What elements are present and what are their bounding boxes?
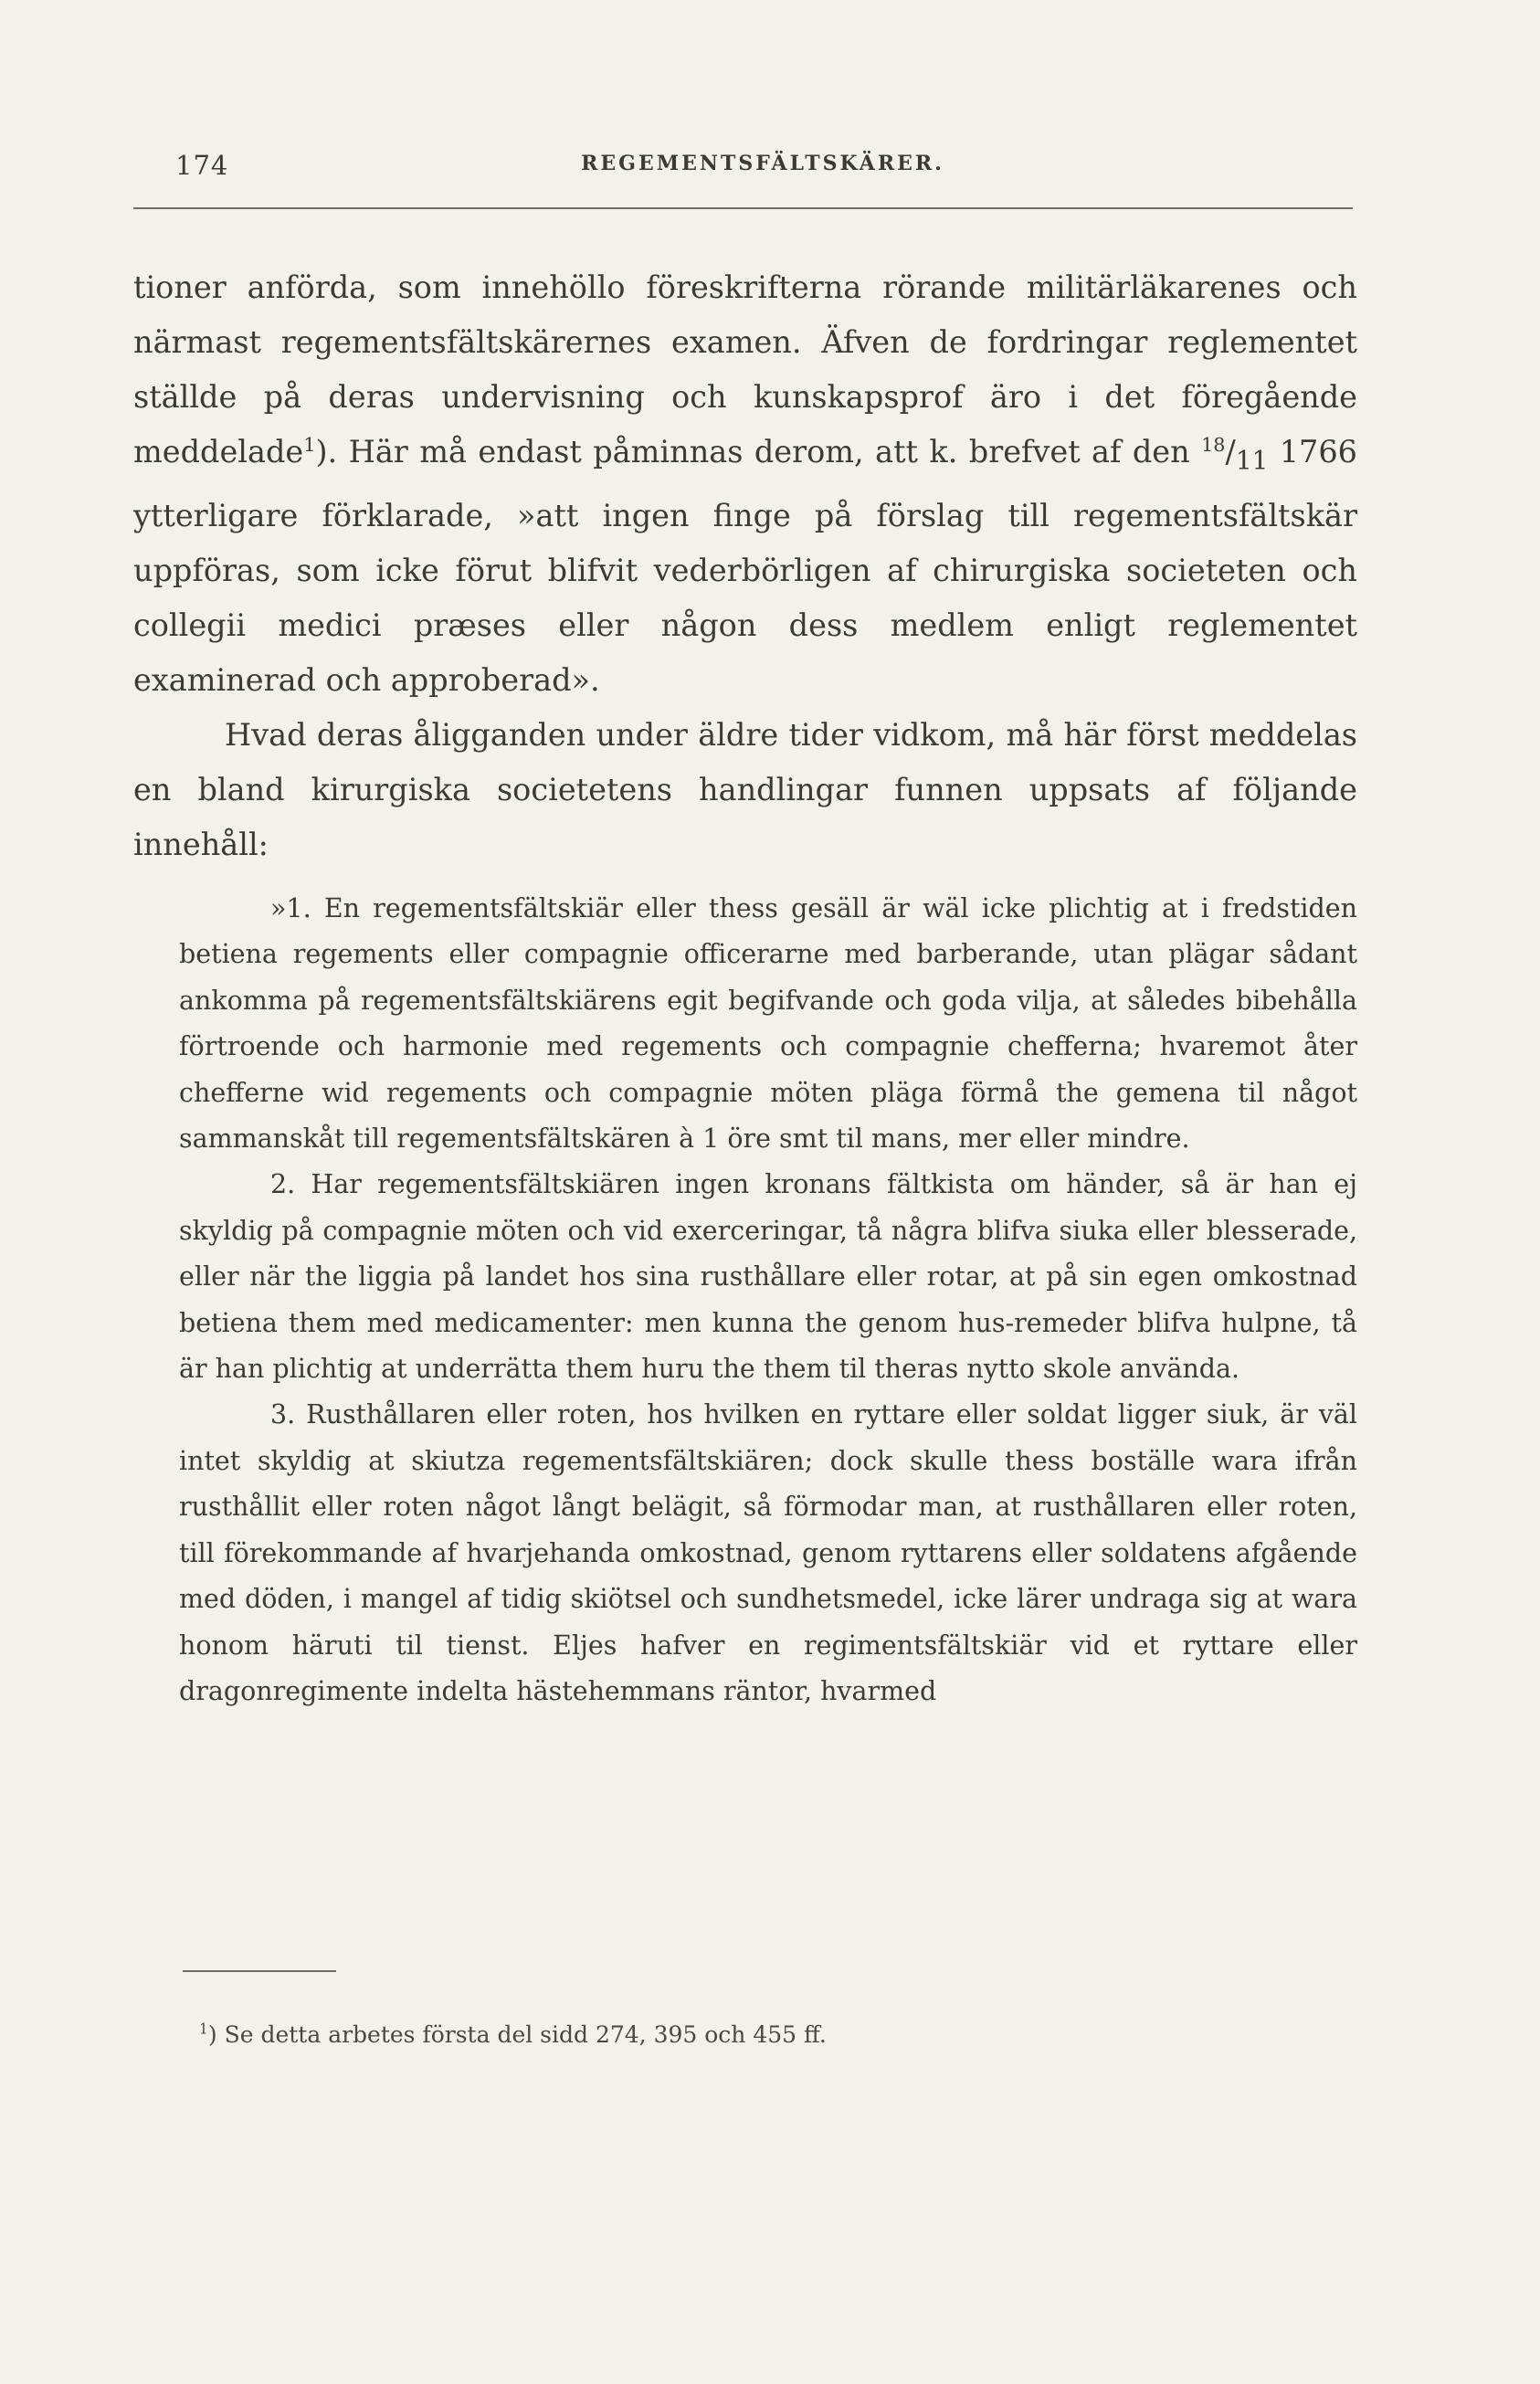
footnote-marker: 1 <box>199 2020 208 2038</box>
quote-item-3: 3. Rusthållaren eller roten, hos hvilken en ryttare eller soldat ligger siuk, är väl intet skyldig at skiutza regementsfältskiären; dock skulle thess boställe wara ifrån rusthållit eller roten något långt belägit, så förmodar man, at rusthållaren eller roten, till förekommande af hvarjehanda omkostnad, genom ryttarens eller soldatens afgående med döden, i mangel af tidig skiötsel och sundhetsmedel, icke lärer undraga sig at wara honom häruti til tienst. Eljes hafver en regimentsfältskiär vid et ryttare eller dragonregimente indelta hästehemmans räntor, hvarmed <box>179 1399 1357 1706</box>
paragraph-1-text-c: 1766 ytterligare förklarade, »att ingen finge på förslag till regementsfältskär uppföras, som icke förut blifvit vederbörligen af chirurgiska societeten och collegii medici præses eller någon dess medlem enligt reglementet examinerad och approberad». <box>133 434 1357 698</box>
quote-item-1: »1. En regementsfältskiär eller thess gesäll är wäl icke plichtig at i fredstiden betiena regements eller compagnie officerarne med barberande, utan plägar sådant ankomma på regementsfältskiärens egit begifvande och goda vilja, at således bibehålla förtroende och harmonie med regements och compagnie chefferna; hvaremot åter chefferne wid regements och compagnie möten pläga förmå the gemena til något sammanskåt till regementsfältskären à 1 öre smt til mans, mer eller mindre. <box>179 893 1357 1155</box>
quoted-document <box>179 886 1357 1714</box>
paragraph-1: tioner anförda, som innehöllo föreskrifterna rörande militärläkarenes och närmast regementsfältskärernes examen. Äfven de fordringar reglementet ställde på deras undervisning och kunskapsprof äro i det föregående meddelade$^1$). Här må endast påminnas derom, att k. brefvet af den $^{18}/_{11}$ 1766 ytterligare förklarade, »att ingen finge på förslag till regementsfältskär uppföras, som icke förut blifvit vederbörligen af chirurgiska societeten och collegii medici præses eller någon dess medlem enligt reglementet examinerad och approberad». <box>133 269 1357 698</box>
footnote-text: Se detta arbetes första del sidd 274, 395 och 455 ff. <box>224 2021 827 2048</box>
footnote-rule <box>183 1970 336 1972</box>
page-header <box>175 150 1350 186</box>
body-text <box>133 260 1357 872</box>
date-fraction-numerator: 18 <box>1201 433 1226 456</box>
paragraph-1-text-a: tioner anförda, som innehöllo föreskrifterna rörande militärläkarenes och närmast regementsfältskärernes examen. Äfven de fordringar reglementet ställde på deras undervisning och kunskapsprof äro i det föregående meddelade <box>133 269 1357 469</box>
quote-item-2: 2. Har regementsfältskiären ingen kronans fältkista om händer, så är han ej skyldig på compagnie möten och vid exerceringar, tå några blifva siuka eller blesserade, eller när the liggia på landet hos sina rusthållare eller rotar, at på sin egen omkostnad betiena them med medicamenter: men kunna the genom hus-remeder blifva hulpne, tå är han plichtig at underrätta them huru the them til theras nytto skole använda. <box>179 1169 1357 1385</box>
paragraph-2: Hvad deras åligganden under äldre tider vidkom, må här först meddelas en bland kirurgiska societetens handlingar funnen uppsats af följande innehåll: <box>133 716 1357 862</box>
running-title: REGEMENTSFÄLTSKÄRER. <box>581 152 944 175</box>
footnote-reference: 1 <box>303 433 316 456</box>
date-fraction-denominator: 11 <box>1235 445 1269 476</box>
page-number: 174 <box>175 150 229 181</box>
paragraph-1-text-b: . Här må endast påminnas derom, att k. brefvet af den <box>327 434 1190 469</box>
footnote: $^1$) Se detta arbetes första del sidd 274, 395 och 455 ff. <box>199 2020 827 2048</box>
header-rule <box>133 207 1353 209</box>
